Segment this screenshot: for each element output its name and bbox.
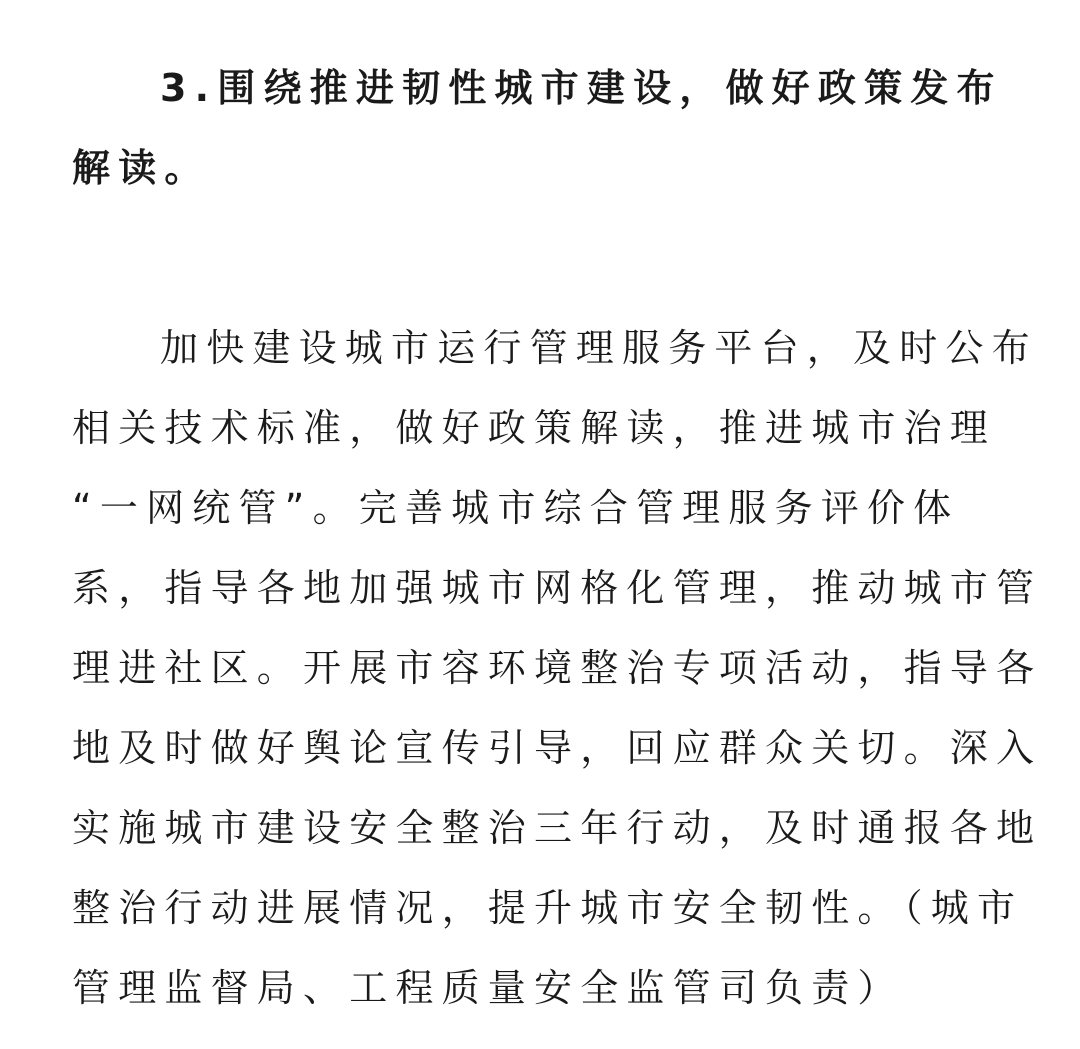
section-heading bbox=[72, 48, 1012, 208]
paragraph-spacer bbox=[72, 208, 1012, 308]
heading-line-2: 解读。 bbox=[72, 146, 211, 190]
paragraph-line-1: 加快建设城市运行管理服务平台，及时公布 bbox=[160, 326, 1038, 370]
paragraph-line-7: 实施城市建设安全整治三年行动，及时通报各地 bbox=[72, 806, 1043, 850]
paragraph-line-5: 理进社区。开展市容环境整治专项活动，指导各 bbox=[72, 646, 1043, 690]
paragraph-line-2: 相关技术标准，做好政策解读，推进城市治理 bbox=[72, 406, 997, 450]
paragraph-line-8: 整治行动进展情况，提升城市安全韧性。（城市 bbox=[72, 886, 1024, 930]
paragraph-line-4: 系，指导各地加强城市网格化管理，推动城市管 bbox=[72, 566, 1043, 610]
paragraph-line-3: “一网统管”。完善城市综合管理服务评价体 bbox=[72, 486, 960, 530]
paragraph-line-9: 管理监督局、工程质量安全监管司负责） bbox=[72, 966, 904, 1010]
heading-line-1: 3.围绕推进韧性城市建设，做好政策发布 bbox=[160, 66, 1003, 110]
paragraph-line-6: 地及时做好舆论宣传引导，回应群众关切。深入 bbox=[72, 726, 1043, 770]
document bbox=[72, 48, 1043, 1028]
body-paragraph bbox=[72, 308, 1043, 1028]
